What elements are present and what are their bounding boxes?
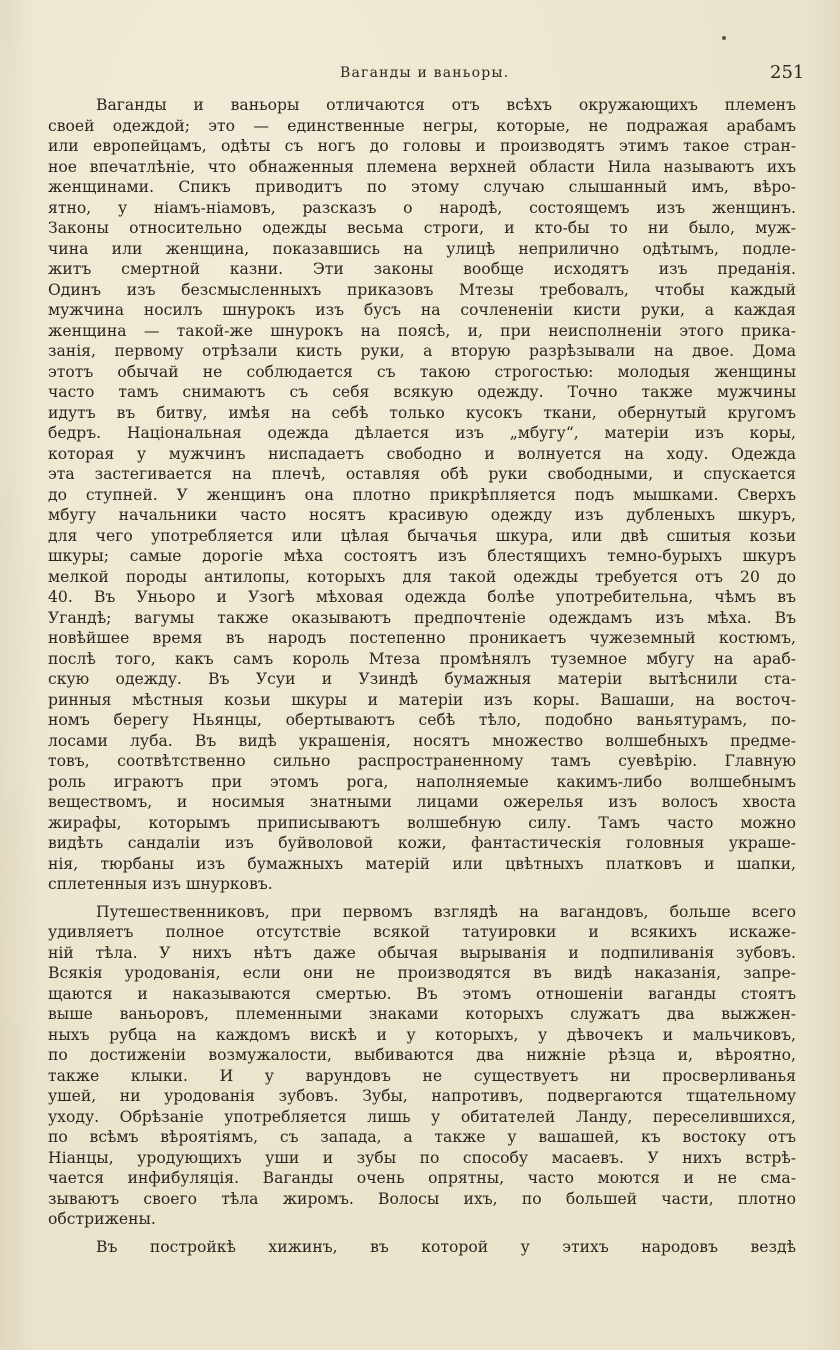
text-line: Въ постройкѣ хижинъ, въ которой у этихъ народовъ вездѣ [96,1237,796,1256]
text-line: чается инфибуляція. Ваганды очень опрятны, часто моются и не сма- [48,1169,796,1187]
text-line: новѣйшее время въ народъ постепенно проникаетъ чужеземный костюмъ, [48,629,796,647]
text-line: ушей, ни уродованія зубовъ. Зубы, напротивъ, подвергаются тщательному [48,1087,796,1105]
text-line: Всякія уродованія, если они не производятся въ видѣ наказанія, запре- [48,964,796,982]
text-line: Одинъ изъ безсмысленныхъ приказовъ Мтезы требовалъ, чтобы каждый [48,280,796,299]
text-line: уходу. Обрѣзаніе употребляется лишь у обитателей Ланду, переселившихся, [48,1107,796,1126]
text-line: которая у мужчинъ ниспадаетъ свободно и волнуется на ходу. Одежда [48,444,796,463]
text-line: для чего употребляется или цѣлая бычачья шкура, или двѣ сшитыя козьи [48,526,796,545]
text-line: роль играютъ при этомъ рога, наполняемые какимъ-либо волшебнымъ [48,772,796,791]
text-line: Путешественниковъ, при первомъ взглядѣ на вагандовъ, больше всего [96,902,796,921]
text-line: лосами луба. Въ видѣ украшенія, носятъ множество волшебныхъ предме- [48,731,796,750]
text-line: до ступней. У женщинъ она плотно прикрѣпляется подъ мышками. Сверхъ [48,485,796,504]
page-header [0,62,840,86]
text-line: товъ, соотвѣтственно сильно распространенному тамъ суевѣрію. Главную [48,752,796,770]
text-line: номъ берегу Ньянцы, обертываютъ себѣ тѣло, подобно ваньятурамъ, по- [48,711,796,729]
text-line: Ніанцы, уродующихъ уши и зубы по способу масаевъ. У нихъ встрѣ- [48,1148,796,1167]
text-line: по всѣмъ вѣроятіямъ, съ запада, а также у вашашей, къ востоку отъ [48,1128,796,1146]
text-line: ное впечатлѣніе, что обнаженныя племена верхней области Нила называютъ ихъ [48,157,796,176]
text-line: женщина — такой-же шнурокъ на поясѣ, и, при неисполненіи этого прика- [48,321,796,340]
text-line: ныхъ рубца на каждомъ вискѣ и у которыхъ, у дѣвочекъ и мальчиковъ, [48,1025,796,1044]
text-line: щаются и наказываются смертью. Въ этомъ отношеніи ваганды стоятъ [48,984,796,1003]
text-line: этотъ обычай не соблюдается съ такою строгостью: молодыя женщины [48,362,796,381]
text-line: житъ смертной казни. Эти законы вообще исходятъ изъ преданія. [48,260,796,278]
text-line: послѣ того, какъ самъ король Мтеза промѣнялъ туземное мбугу на араб- [48,649,796,668]
running-title: Ваганды и ваньоры. [340,65,510,81]
text-line: жирафы, которымъ приписываютъ волшебную силу. Тамъ часто можно [48,813,796,832]
text-line: занія, первому отрѣзали кисть руки, а вторую разрѣзывали на двое. Дома [48,342,796,360]
text-line: ринныя мѣстныя козьи шкуры и матеріи изъ коры. Вашаши, на восточ- [48,690,796,709]
text-line: также клыки. И у варундовъ не существуетъ ни просверливанья [48,1066,796,1085]
text-line: Угандѣ; вагумы также оказываютъ предпочтеніе одеждамъ изъ мѣха. Въ [48,608,796,627]
text-line: нія, тюрбаны изъ бумажныхъ матерій или цвѣтныхъ платковъ и шапки, [48,854,796,873]
paragraph-2 [48,902,796,1230]
paragraph-3 [48,1237,796,1258]
text-line: обстрижены. [48,1210,156,1228]
text-line: или европейцамъ, одѣты съ ногъ до головы и производятъ этимъ такое стран- [48,137,796,155]
text-line: ній тѣла. У нихъ нѣтъ даже обычая вырыванія и подпиливанія зубовъ. [48,943,796,962]
text-line: выше ваньоровъ, племенными знаками которыхъ служатъ два выжжен- [48,1005,796,1023]
text-line: мелкой породы антилопы, которыхъ для такой одежды требуется отъ 20 до [48,567,796,586]
text-line: зываютъ своего тѣла жиромъ. Волосы ихъ, по большей части, плотно [48,1189,796,1208]
text-line: женщинами. Спикъ приводитъ по этому случаю слышанный имъ, вѣро- [48,178,796,196]
print-speck [722,36,726,40]
text-line: бедръ. Національная одежда дѣлается изъ „мбугу“, матеріи изъ коры, [48,424,796,442]
text-line: 40. Въ Уньоро и Узогѣ мѣховая одежда болѣе употребительна, чѣмъ въ [48,588,796,606]
text-line: мужчина носилъ шнурокъ изъ бусъ на сочлененіи кисти руки, а каждая [48,301,796,319]
page-number: 251 [770,62,805,83]
text-line: ятно, у ніамъ-ніамовъ, разсказъ о народѣ, состоящемъ изъ женщинъ. [48,198,796,217]
body-text [48,95,796,1257]
text-line: по достиженіи возмужалости, выбиваются два нижніе рѣзца и, вѣроятно, [48,1046,796,1064]
text-line: шкуры; самые дорогіе мѣха состоятъ изъ блестящихъ темно-бурыхъ шкуръ [48,547,796,565]
text-line: Ваганды и ваньоры отличаются отъ всѣхъ окружающихъ племенъ [96,96,796,114]
text-line: своей одеждой; это — единственные негры, которые, не подражая арабамъ [48,116,796,135]
text-line: скую одежду. Въ Усуи и Узиндѣ бумажныя матеріи вытѣснили ста- [48,670,796,688]
text-line: идутъ въ битву, имѣя на себѣ только кусокъ ткани, обернутый кругомъ [48,403,796,422]
text-line: эта застегивается на плечѣ, оставляя обѣ руки свободными, и спускается [48,465,796,483]
text-line: чина или женщина, показавшись на улицѣ неприлично одѣтымъ, подле- [48,239,796,258]
text-line: видѣть сандаліи изъ буйволовой кожи, фантастическія головныя украше- [48,834,796,852]
text-line: удивляетъ полное отсутствіе всякой татуировки и всякихъ искаже- [48,923,796,941]
text-line: Законы относительно одежды весьма строги, и кто-бы то ни было, муж- [48,219,796,237]
text-line: мбугу начальники часто носятъ красивую одежду изъ дубленыхъ шкуръ, [48,506,796,524]
text-line: сплетенныя изъ шнурковъ. [48,875,273,893]
paragraph-1 [48,95,796,895]
text-line: часто тамъ снимаютъ съ себя всякую одежду. Точно также мужчины [48,383,796,401]
text-line: веществомъ, и носимыя знатными лицами ожерелья изъ волосъ хвоста [48,793,796,811]
